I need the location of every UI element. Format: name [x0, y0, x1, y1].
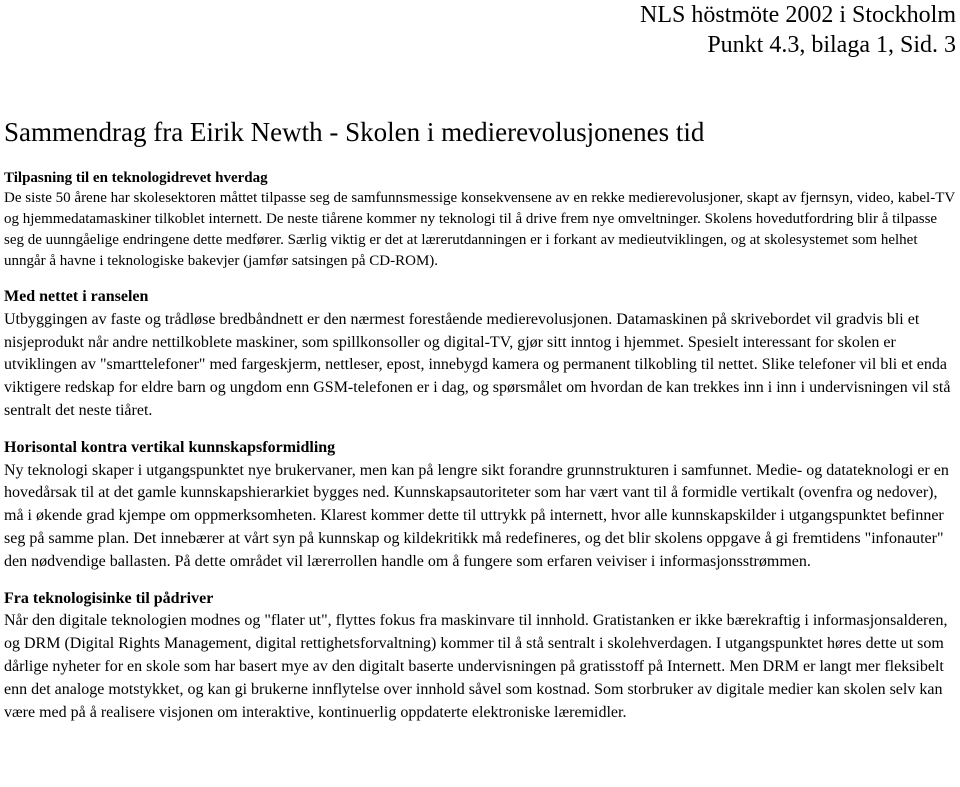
section-med-nettet [4, 286, 959, 423]
section-tilpasning [4, 168, 959, 272]
section-teknologisinke [4, 588, 959, 725]
section-paragraph: Ny teknologi skaper i utgangspunktet nye brukervaner, men kan på lengre sikt forandre grunnstrukturen i samfunnet. Medie- og datateknologi er en hovedårsak til at det gamle kunnskapshierarkiet bygges ned. Kunnskapsautoriteter som har vært vant til å formidle vertikalt (ovenfra og nedover), må i økende grad kjempe om oppmerksomheten. Klarest kommer dette til uttrykk på internett, hvor alle kunnskapskilder i utgangspunktet befinner seg på samme plan. Det innebærer at vårt syn på kunnskap og kildekritikk må redefineres, og det blir skolens oppgave å gi fremtidens "infonauter" den nødvendige ballasten. På dette området vil lærerrollen handle om å fungere som erfaren veiviser i informasjonsstrømmen. [4, 461, 949, 570]
page-title: Sammendrag fra Eirik Newth - Skolen i medierevolusjonenes tid [4, 117, 705, 147]
header-meeting-line: NLS höstmöte 2002 i Stockholm [639, 2, 956, 28]
section-heading: Tilpasning til en teknologidrevet hverdag [4, 170, 268, 186]
section-paragraph: Utbyggingen av faste og trådløse bredbåndnett er den nærmest forestående medierevolusjonen. Datamaskinen på skrivebordet vil gradvis bli et nisjeprodukt når andre nettilkoblete maskiner, som spillkonsoller og digital-TV, gjør sitt inntog i hjemmet. Spesielt interessant for skolen er utviklingen av "smarttelefoner" med fargeskjerm, nettleser, epost, innebygd kamera og permanent tilkobling til nettet. Slike telefoner vil bli et enda viktigere redskap for eldre barn og ungdom enn GSM-telefonen er i dag, og spørsmålet om hvordan de kan trekkes inn i inn i undervisningen vil stå sentralt det neste tiåret. [4, 310, 951, 419]
section-horisontal-vertikal [4, 437, 959, 574]
section-paragraph: Når den digitale teknologien modnes og "flater ut", flyttes fokus fra maskinvare til innhold. Gratistanken er ikke bærekraftig i informasjonsalderen, og DRM (Digital Rights Management, digital rettighetsforvaltning) kommer til å stå sentralt i skolehverdagen. I utgangspunktet høres dette ut som dårlige nyheter for en skole som har basert mye av den digitalt baserte undervisningen på gratisstoff på Internett. Men DRM er langt mer fleksibelt enn det analoge motstykket, og kan gi brukerne innflytelse over innhold såvel som kostnad. Som storbruker av digitale medier kan skolen selv kan være med på å realisere visjonen om interaktive, kontinuerlig oppdaterte elektroniske læremidler. [4, 612, 948, 721]
section-heading: Horisontal kontra vertikal kunnskapsformidling [4, 438, 336, 456]
page-header [640, 0, 956, 60]
header-reference-line: Punkt 4.3, bilaga 1, Sid. 3 [707, 32, 956, 58]
document-body [4, 168, 959, 738]
section-heading: Med nettet i ranselen [4, 288, 149, 305]
section-paragraph: De siste 50 årene har skolesektoren måttet tilpasse seg de samfunnsmessige konsekvensene av en rekke medierevolusjoner, skapt av fjernsyn, video, kabel-TV og hjemmedatamaskiner tilkoblet internett. De neste tiårene kommer ny teknologi til å drive frem nye omveltninger. Skolens hovedutfordring blir å tilpasse seg de uunngåelige endringene dette medfører. Særlig viktig er det at lærerutdanningen er i forkant av medieutviklingen, og at skolesystemet som helhet unngår å havne i teknologiske bakevjer (jamfør satsingen på CD-ROM). [4, 190, 955, 269]
section-heading: Fra teknologisinke til pådriver [4, 589, 214, 607]
